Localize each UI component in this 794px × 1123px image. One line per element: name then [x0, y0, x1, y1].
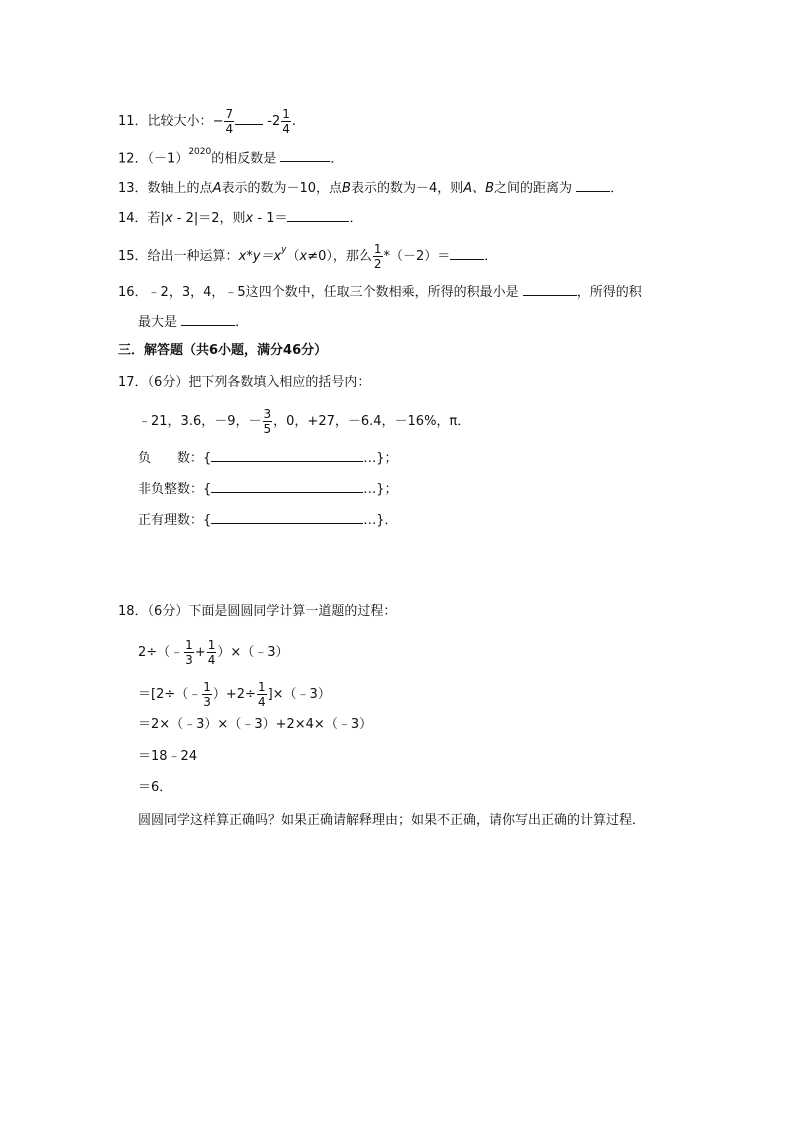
- answer-blank[interactable]: [211, 479, 363, 493]
- fraction: $\frac{1}{4}$: [282, 107, 290, 136]
- answer-blank[interactable]: [523, 282, 577, 296]
- mixed-number-whole: -2: [267, 114, 281, 129]
- answer-blank[interactable]: [235, 111, 263, 125]
- question-number: 14．: [118, 211, 148, 226]
- calc-step-1: 2÷（﹣ $\frac{1}{3}$ + $\frac{1}{4}$ ）×（﹣3）: [138, 638, 289, 667]
- question-18: [118, 603, 396, 621]
- question-number: 16．: [118, 285, 148, 300]
- answer-blank[interactable]: [211, 448, 363, 462]
- minus-sign: −: [212, 114, 224, 129]
- answer-blank[interactable]: [211, 510, 363, 524]
- fraction: $\frac{1}{2}$: [373, 242, 382, 271]
- question-number: 11．: [118, 114, 148, 129]
- number-list: ﹣21，3.6，－9，－ $\frac{3}{5}$ ，0，+27，－6.4，－16%，π．: [138, 407, 471, 436]
- fraction: $\frac{1}{4}$: [207, 638, 216, 667]
- question-16-line-2: 最大是 ．: [138, 312, 248, 332]
- question-text: 比较大小：: [147, 114, 213, 129]
- question-text: （6分）把下列各数填入相应的括号内：: [147, 375, 371, 390]
- answer-blank[interactable]: [576, 178, 610, 192]
- fraction: $\frac{7}{4}$: [225, 107, 234, 136]
- question-12: 12．$(-1)^{2020}$的相反数是 ．: [118, 147, 344, 167]
- category-row-nonnegative-integer: 非负整数：{ …}；: [138, 479, 398, 499]
- question-16: 16．﹣2，3，4，﹣5这四个数中，任取三个数相乘，所得的积最小是 ，所得的积: [118, 282, 642, 302]
- answer-blank[interactable]: [181, 312, 235, 326]
- question-14: 14．若|x - 2|＝2，则x - 1＝ ．: [118, 208, 362, 228]
- answer-blank[interactable]: [287, 208, 349, 222]
- question-18-prompt: 圆圆同学这样算正确吗？如果正确请解释理由；如果不正确，请你写出正确的计算过程．: [138, 813, 646, 828]
- question-11: 11．比较大小：− $\frac{7}{4}$ -2 $\frac{1}{4}$ .: [118, 107, 296, 136]
- calc-step-4: ＝18﹣24: [138, 749, 198, 764]
- question-number: 15．: [118, 249, 148, 264]
- calc-step-2: ＝[2÷（﹣ $\frac{1}{3}$ ）+2÷ $\frac{1}{4}$ ]×（﹣3）: [138, 680, 331, 709]
- answer-blank[interactable]: [280, 148, 330, 162]
- section-title: 三．解答题（共6小题，满分46分）: [118, 343, 328, 358]
- exponent: 2020: [188, 147, 212, 157]
- question-13: 13．数轴上的点A表示的数为－10，点B表示的数为－4，则A、B之间的距离为 ．: [118, 178, 623, 198]
- fraction: $\frac{1}{3}$: [185, 638, 193, 667]
- question-text: 的相反数是: [211, 151, 277, 167]
- question-number: 17．: [118, 375, 148, 390]
- category-row-negative: 负 数：{ …}；: [138, 448, 398, 468]
- question-number: 18．: [118, 604, 148, 619]
- question-text: （6分）下面是圆圆同学计算一道题的过程：: [147, 604, 397, 619]
- category-row-positive-rational: 正有理数：{ …}．: [138, 510, 398, 530]
- answer-blank[interactable]: [450, 246, 484, 260]
- fraction: $\frac{3}{5}$: [263, 407, 272, 436]
- question-number: 13．: [118, 181, 148, 196]
- calc-step-5: ＝6．: [138, 780, 173, 795]
- fraction: $\frac{1}{3}$: [203, 680, 211, 709]
- question-number: 12．: [118, 151, 148, 167]
- question-17: [118, 374, 370, 392]
- fraction: $\frac{1}{4}$: [257, 680, 266, 709]
- calc-step-3: ＝2×（﹣3）×（﹣3）+2×4×（﹣3）: [138, 717, 373, 732]
- question-15: 15．给出一种运算：$x*y=x^y(x\ne 0)$，那么 $\frac{1}{2}$ *（－2）＝ ．: [118, 242, 498, 271]
